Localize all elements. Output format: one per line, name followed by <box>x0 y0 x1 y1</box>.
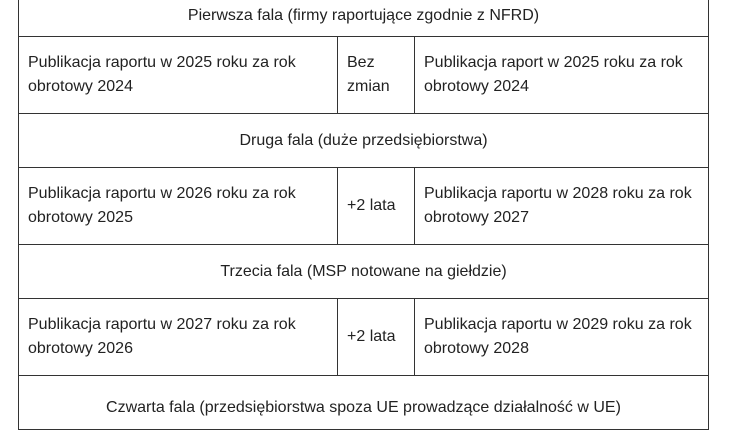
wave-2-new-date: Publikacja raportu w 2028 roku za rok obrotowy 2027 <box>415 168 709 245</box>
wave-3-new-date: Publikacja raportu w 2029 roku za rok obrotowy 2028 <box>415 299 709 376</box>
wave-2-data-row <box>19 168 709 245</box>
wave-3-header-row <box>19 245 709 299</box>
wave-1-original-date: Publikacja raportu w 2025 roku za rok obrotowy 2024 <box>19 37 338 114</box>
wave-1-new-date: Publikacja raport w 2025 roku za rok obrotowy 2024 <box>415 37 709 114</box>
wave-4-title: Czwarta fala (przedsiębiorstwa spoza UE prowadzące działalność w UE) <box>19 376 709 430</box>
wave-2-title: Druga fala (duże przedsiębiorstwa) <box>19 114 709 168</box>
wave-3-change: +2 lata <box>338 299 415 376</box>
wave-4-header-row <box>19 376 709 430</box>
wave-1-data-row <box>19 37 709 114</box>
wave-2-header-row <box>19 114 709 168</box>
wave-3-title: Trzecia fala (MSP notowane na giełdzie) <box>19 245 709 299</box>
wave-1-title: Pierwsza fala (firmy raportujące zgodnie z NFRD) <box>19 0 709 37</box>
wave-2-change: +2 lata <box>338 168 415 245</box>
wave-3-data-row <box>19 299 709 376</box>
reporting-waves-table <box>18 0 709 430</box>
wave-1-change: Bez zmian <box>338 37 415 114</box>
wave-1-header-row <box>19 0 709 37</box>
wave-2-original-date: Publikacja raportu w 2026 roku za rok obrotowy 2025 <box>19 168 338 245</box>
wave-3-original-date: Publikacja raportu w 2027 roku za rok obrotowy 2026 <box>19 299 338 376</box>
reporting-waves-table-container <box>18 0 708 430</box>
